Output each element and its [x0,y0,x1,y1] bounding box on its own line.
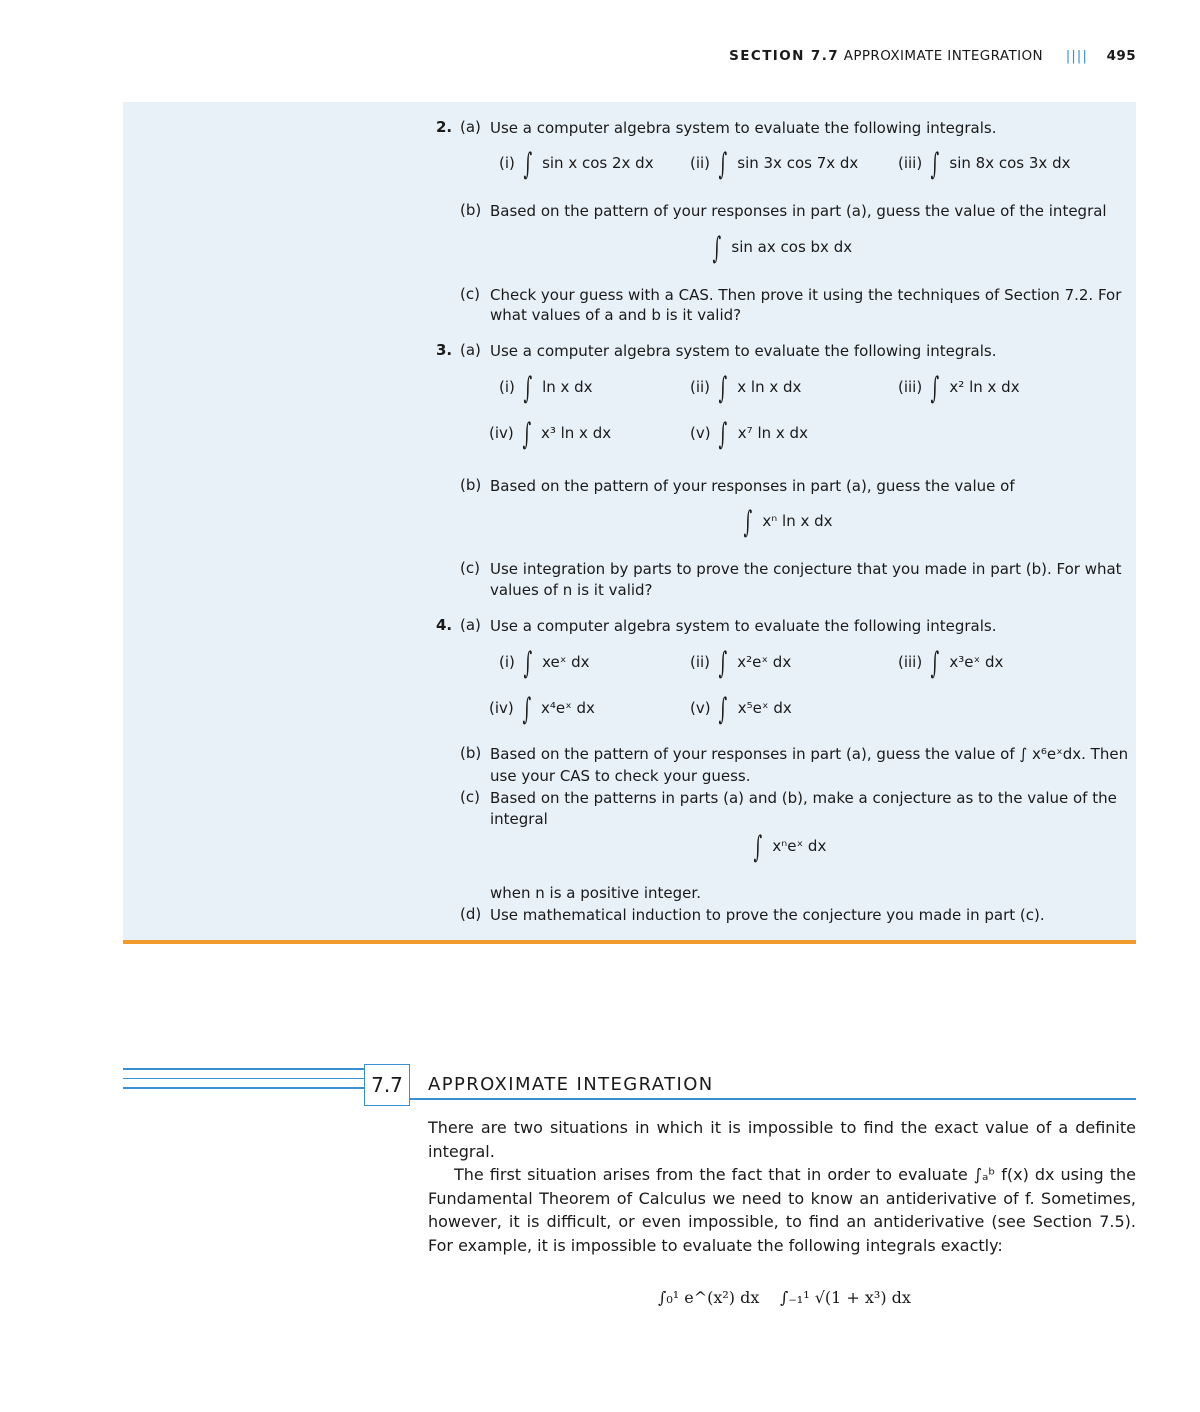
item-expr: sin 8x cos 3x dx [949,154,1071,172]
section-title: APPROXIMATE INTEGRATION [428,1074,714,1095]
problem-4a-item-i [499,646,590,681]
example-integral-2: ∫₋₁¹ √(1 + x³) dx [780,1288,911,1307]
problem-4c-text-1: Based on the patterns in parts (a) and (b), make a conjecture as to the value of the [490,789,1117,807]
problems-box [123,102,1136,944]
integral-sign: ∫ [718,371,727,406]
integral-sign: ∫ [523,646,532,681]
problem-3c-text-1: Use integration by parts to prove the conjecture that you made in part (b). For what [490,560,1122,578]
item-expr: x⁴eˣ dx [540,699,595,717]
integral-sign: ∫ [718,417,728,452]
problem-4d-text: Use mathematical induction to prove the conjecture you made in part (c). [490,906,1045,924]
item-label: (iii) [898,154,923,172]
problem-4a-item-iv [489,692,595,727]
integral-sign: ∫ [930,646,940,681]
problem-4b-text-1: Based on the pattern of your responses in part (a), guess the value of ∫ x⁶eˣdx. Then [490,745,1129,763]
integral-sign: ∫ [522,417,531,452]
item-label: (iv) [489,424,514,442]
problem-4a-item-iii [898,646,1004,681]
item-label: (ii) [690,378,711,396]
integral-sign: ∫ [712,231,722,266]
item-label: (ii) [690,154,711,172]
section-number: 7.7 [364,1064,410,1106]
problem-2a-label: (a) [460,118,481,136]
integral-sign: ∫ [718,147,727,182]
problem-2-number: 2. [436,118,453,136]
section-title-rule [410,1098,1136,1100]
item-expr: sin x cos 2x dx [542,154,654,172]
integral-sign: ∫ [743,505,753,540]
item-label: (iii) [898,378,923,396]
integral-sign: ∫ [930,371,940,406]
problem-3c-text-2: values of n is it valid? [490,581,653,599]
problem-2a-item-i [499,147,654,182]
problem-4b-label: (b) [460,744,482,762]
item-expr: x ln x dx [737,378,802,396]
integral-sign: ∫ [522,692,531,727]
item-expr: sin 3x cos 7x dx [737,154,859,172]
item-label: (v) [690,424,711,442]
integral-sign: ∫ [718,692,728,727]
header-section: SECTION 7.7 [729,48,840,64]
item-expr: x²eˣ dx [737,653,792,671]
problem-4c-label: (c) [460,788,480,806]
item-expr: x⁷ ln x dx [737,424,808,442]
integral-sign: ∫ [523,371,532,406]
problem-4c-expr [750,830,827,865]
problem-4d-label: (d) [460,905,482,923]
paragraph-1: There are two situations in which it is impossible to find the exact value of a definite integral. [428,1118,1136,1161]
problem-3a-item-ii [690,371,802,406]
integral-sign: ∫ [930,147,940,182]
problem-3a-text: Use a computer algebra system to evaluate the following integrals. [490,342,997,360]
item-expr: x³eˣ dx [949,653,1004,671]
item-label: (iv) [489,699,514,717]
problem-4a-label: (a) [460,616,481,634]
item-expr: x³ ln x dx [540,424,612,442]
problem-4-number: 4. [436,616,453,634]
item-expr: xeˣ dx [542,653,590,671]
item-expr: x⁵eˣ dx [737,699,792,717]
item-label: (i) [499,653,515,671]
section-rule-lines [123,1068,366,1098]
problem-3a-item-v [690,417,808,452]
problem-2a-text: Use a computer algebra system to evaluate the following integrals. [490,119,997,137]
rule-line [123,1068,366,1070]
problem-4a-item-ii [690,646,792,681]
problem-4c-text-3: when n is a positive integer. [490,884,701,902]
problem-3c-label: (c) [460,559,480,577]
rule-line [123,1078,366,1080]
problem-2c-label: (c) [460,285,480,303]
integral-sign: ∫ [718,646,727,681]
item-label: (ii) [690,653,711,671]
item-label: (i) [499,154,515,172]
expr: xⁿeˣ dx [772,837,827,855]
problem-2c-text-2: what values of a and b is it valid? [490,306,742,324]
problem-3a-item-iv [489,417,612,452]
problem-3a-item-iii [898,371,1020,406]
example-integral-1: ∫₀¹ e^(x²) dx [658,1288,760,1307]
problem-2b-text: Based on the pattern of your responses in part (a), guess the value of the integral [490,202,1107,220]
header-bars: |||| [1065,48,1088,64]
problem-3a-item-i [499,371,593,406]
expr: sin ax cos bx dx [731,238,853,256]
running-header [729,48,1136,64]
problem-2b-label: (b) [460,201,482,219]
problem-2a-item-iii [898,147,1071,182]
header-title: APPROXIMATE INTEGRATION [843,48,1043,64]
problem-3b-text: Based on the pattern of your responses in part (a), guess the value of [490,477,1015,495]
item-expr: ln x dx [542,378,593,396]
item-expr: x² ln x dx [949,378,1020,396]
problem-4a-item-v [690,692,792,727]
expr: xⁿ ln x dx [762,512,833,530]
problem-2a-item-ii [690,147,859,182]
item-label: (iii) [898,653,923,671]
problem-3b-expr [740,505,833,540]
problem-2c-text-1: Check your guess with a CAS. Then prove it using the techniques of Section 7.2. For [490,286,1122,304]
problem-4c-text-2: integral [490,810,548,828]
problem-3b-label: (b) [460,476,482,494]
paragraph-2: The first situation arises from the fact that in order to evaluate ∫ₐᵇ f(x) dx using the Fundamental Theorem of Calculus we need to know an antiderivative of f. Sometimes, however, it is difficult, or even impossible, to find an antiderivative (see Section 7.5). For example, it is impossible to evaluate the following integrals exactly: [428,1165,1136,1255]
integral-sign: ∫ [753,830,763,865]
problem-3a-label: (a) [460,341,481,359]
item-label: (i) [499,378,515,396]
problem-4b-text-2: use your CAS to check your guess. [490,767,751,785]
item-label: (v) [690,699,711,717]
problem-4a-text: Use a computer algebra system to evaluate the following integrals. [490,617,997,635]
rule-line [123,1087,366,1089]
integral-sign: ∫ [523,147,532,182]
page-number: 495 [1106,48,1136,64]
problem-2b-expr [709,231,853,266]
problem-3-number: 3. [436,341,453,359]
